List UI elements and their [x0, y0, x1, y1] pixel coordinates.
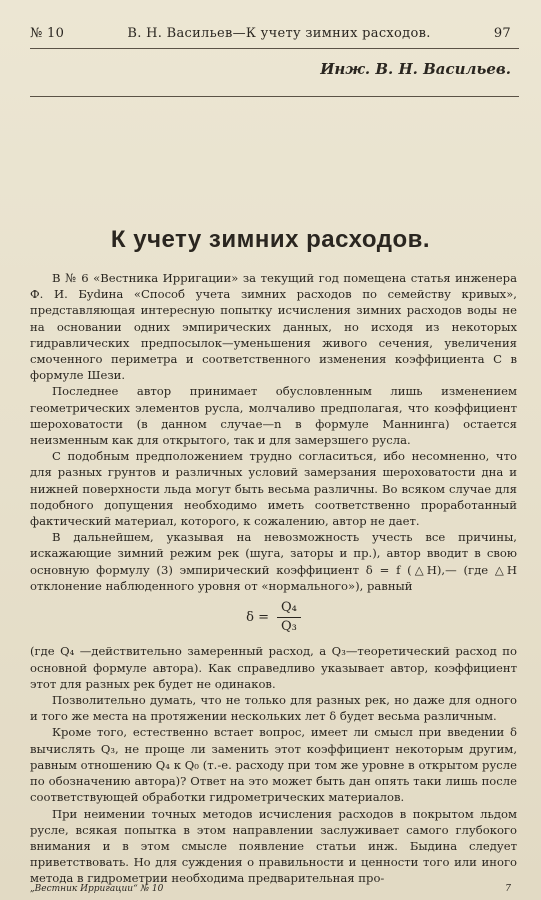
running-title: В. Н. Васильев—К учету зимних расходов. [127, 26, 431, 41]
formula-fraction [277, 600, 301, 635]
formula-numerator: Q₄ [277, 600, 301, 618]
formula [30, 600, 517, 635]
paragraph: При неимении точных методов исчисления расходов в покрытом льдом русле, всякая попытка в этом направлении заслуживает самого глубокого внимания и в этом смысле появление статьи инж. Быдина следует приветствовать. Но для суждения о правильности и ценности того или иного метода в гидрометрии необходима предварительная про- [30, 806, 517, 886]
header-rule [30, 48, 519, 49]
issue-number: № 10 [30, 26, 65, 41]
formula-denominator: Q₃ [280, 619, 297, 635]
paragraph: С подобным предположением трудно согласиться, ибо несомненно, что для разных грунтов и различных условий замерзания шероховатости дна и нижней поверхности льда могут быть весьма различны. Во всяком случае для подобного допущения необходимо иметь соответственно проработанный фактический материал, которого, к сожалению, автор не дает. [30, 449, 517, 529]
article-title: К учету зимних расходов. [110, 226, 431, 253]
running-head [30, 26, 511, 41]
byline-rule [30, 96, 519, 97]
footer-journal: „Вестник Ирригации“ № 10 [30, 884, 164, 894]
paragraph: Последнее автор принимает обусловленным лишь изменением геометрических элементов русла, молчаливо предполагая, что коэффициент шероховатости (в данном случае—n в формуле Маннинга) остается неизменным как для открытого, так и для замерзшего русла. [30, 384, 517, 448]
formula-lhs: δ = [246, 609, 269, 625]
paragraph: Позволительно думать, что не только для разных рек, но даже для одного и того же места на протяжении нескольких лет δ будет весьма различным. [30, 693, 517, 724]
page-number: 97 [493, 26, 511, 41]
paragraph: Кроме того, естественно встает вопрос, имеет ли смысл при введении δ вычислять Q₃, не проще ли заменить этот коэффициент некоторым другим, равным отношению Q₄ к Q₀ (т.-е. расходу при том же уровне в открытом русле по обозначению автора)? Ответ на это может быть дан опять таки лишь после соответствующей обработки гидрометрических материалов. [30, 725, 517, 805]
footer-sheet-number: 7 [505, 884, 511, 894]
byline: Инж. В. Н. Васильев. [320, 60, 511, 78]
paragraph: (где Q₄ —действительно замеренный расход, а Q₃—теоретический расход по основной формуле автора). Как справедливо указывает автор, коэффициент этот для разных рек будет не одинаков. [30, 644, 517, 691]
article-body [30, 270, 517, 887]
page-footer [30, 884, 511, 894]
paragraph: В № 6 «Вестника Ирригации» за текущий год помещена статья инженера Ф. И. Бydина «Способ учета зимних расходов по семейству кривых», представляющая интересную попытку исчисления зимних расходов воды не на основании одних эмпирических данных, но исходя из некоторых гидравлических предпосылок—уменьшения живого сечения, увеличения смоченного периметра и соответственного изменения коэффициента C в формуле Шези. [30, 271, 517, 383]
paragraph: В дальнейшем, указывая на невозможность учесть все причины, искажающие зимний режим рек (шуга, заторы и пр.), автор вводит в свою основную формулу (3) эмпирический коэффициент δ = f (△H),— (где △H отклонение наблюденного уровня от «нормального»), равный [30, 530, 517, 593]
